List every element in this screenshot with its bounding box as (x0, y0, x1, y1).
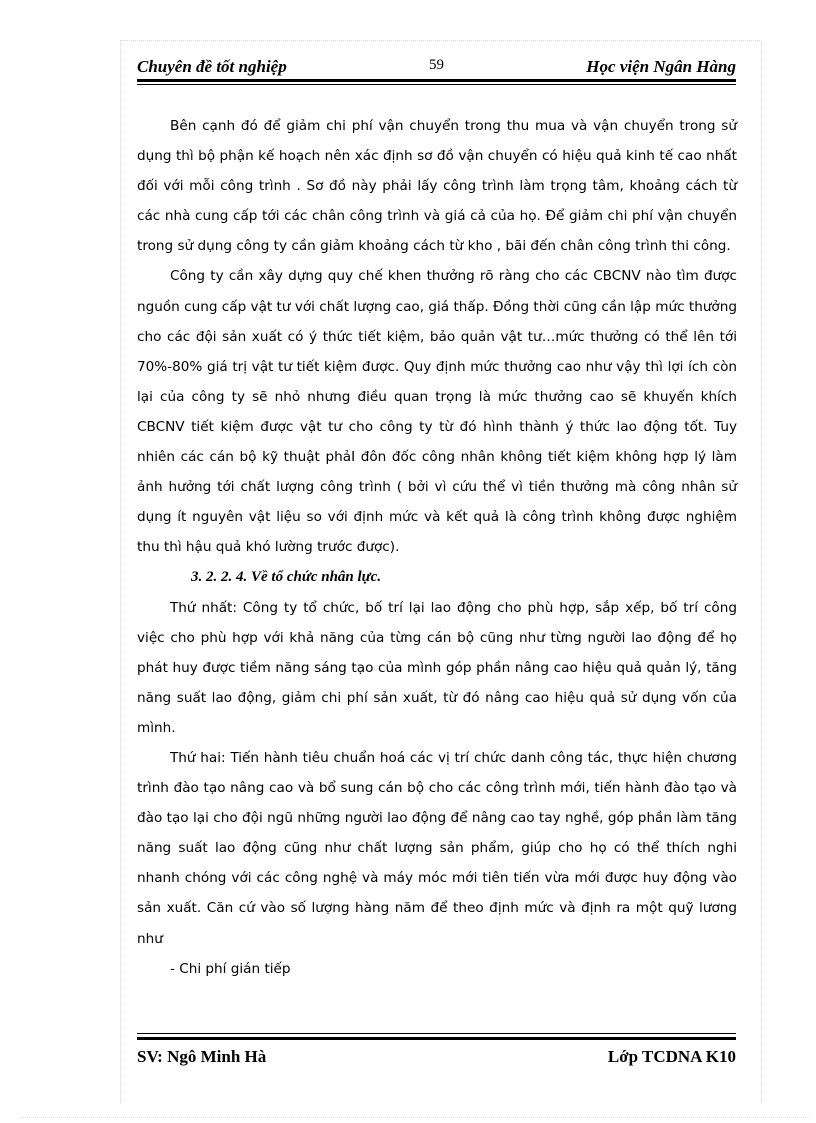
footer-rule-thin (137, 1033, 736, 1034)
section-heading: 3. 2. 2. 4. Về tổ chức nhân lực. (191, 569, 382, 586)
footer-student: SV: Ngô Minh Hà (137, 1047, 267, 1066)
paragraph-first-measure: Thứ nhất: Công ty tổ chức, bố trí lại lao động cho phù hợp, sắp xếp, bố trí công việc cho phù hợp với khả năng của từng cán bộ cũng như từng người lao động để họ phát huy được tiềm năng sáng tạo của mình góp phần nâng cao hiệu quả quản lý, tăng năng suất lao động, giảm chi phí sản xuất, từ đó nâng cao hiệu quả sử dụng vốn của mình. (137, 599, 737, 736)
paragraph-reward-policy: Công ty cần xây dựng quy chế khen thưởng rõ ràng cho các CBCNV nào tìm được nguồn cung cấp vật tư với chất lượng cao, giá thấp. Đồng thời cũng cần lập mức thưởng cho các đội sản xuất có ý thức tiết kiệm, bảo quản vật tư…mức thưởng có thể lên tới 70%-80% giá trị vật tư tiết kiệm được. Quy định mức thưởng cao như vậy thì lợi ích còn lại của công ty sẽ nhỏ nhưng điều quan trọng là mức thưởng cao sẽ khuyến khích CBCNV tiết kiệm được vật tư cho công ty từ đó hình thành ý thức lao động tốt. Tuy nhiên các cán bộ kỹ thuật phảI đôn đốc công nhân không tiết kiệm không hợp lý làm ảnh hưởng tới chất lượng công trình ( bởi vì cứu thể vì tiền thưởng mà công nhân sử dụng ít nguyên vật liệu so với định mức và kết quả là công trình không được nghiệm thu thì hậu quả khó lường trước được). (137, 268, 737, 556)
footer-class: Lớp TCDNA K10 (607, 1047, 736, 1066)
bottom-margin-line (20, 1117, 810, 1118)
header-rule-thin (137, 84, 736, 85)
page-number: 59 (429, 57, 444, 73)
bullet-item: - Chi phí gián tiếp (170, 960, 291, 977)
header-title: Chuyên đề tốt nghiệp (137, 57, 287, 76)
page-footer (137, 1047, 736, 1071)
header-rule-thick (137, 79, 736, 82)
page-header (137, 55, 736, 79)
footer-rule-thick (137, 1037, 736, 1040)
paragraph-second-measure: Thứ hai: Tiến hành tiêu chuẩn hoá các vị trí chức danh công tác, thực hiện chương trình đào tạo nâng cao và bổ sung cán bộ cho các công trình mới, tiến hành đào tạo và đào tạo lại cho đội ngũ những người lao động để nâng cao tay nghề, góp phần làm tăng năng suất lao động cũng như chất lượng sản phẩm, giúp cho họ có thể thích nghi nhanh chóng với các công nghệ và máy móc mới tiên tiến vừa mới được huy động vào sản xuất. Căn cứ vào số lượng hàng năm để theo định mức và định ra một quỹ lương như (137, 749, 737, 947)
header-institution: Học viện Ngân Hàng (586, 57, 736, 76)
paragraph-transport-costs: Bên cạnh đó để giảm chi phí vận chuyển trong thu mua và vận chuyển trong sử dụng thì bộ phận kế hoạch nên xác định sơ đồ vận chuyển có hiệu quả kinh tế cao nhất đối với mỗi công trình . Sơ đồ này phải lấy công trình làm trọng tâm, khoảng cách từ các nhà cung cấp tới các chân công trình và giá cả của họ. Để giảm chi phí vận chuyển trong sử dụng công ty cần giảm khoảng cách từ kho , bãi đến chân công trình thi công. (137, 118, 737, 255)
document-body (137, 111, 737, 984)
